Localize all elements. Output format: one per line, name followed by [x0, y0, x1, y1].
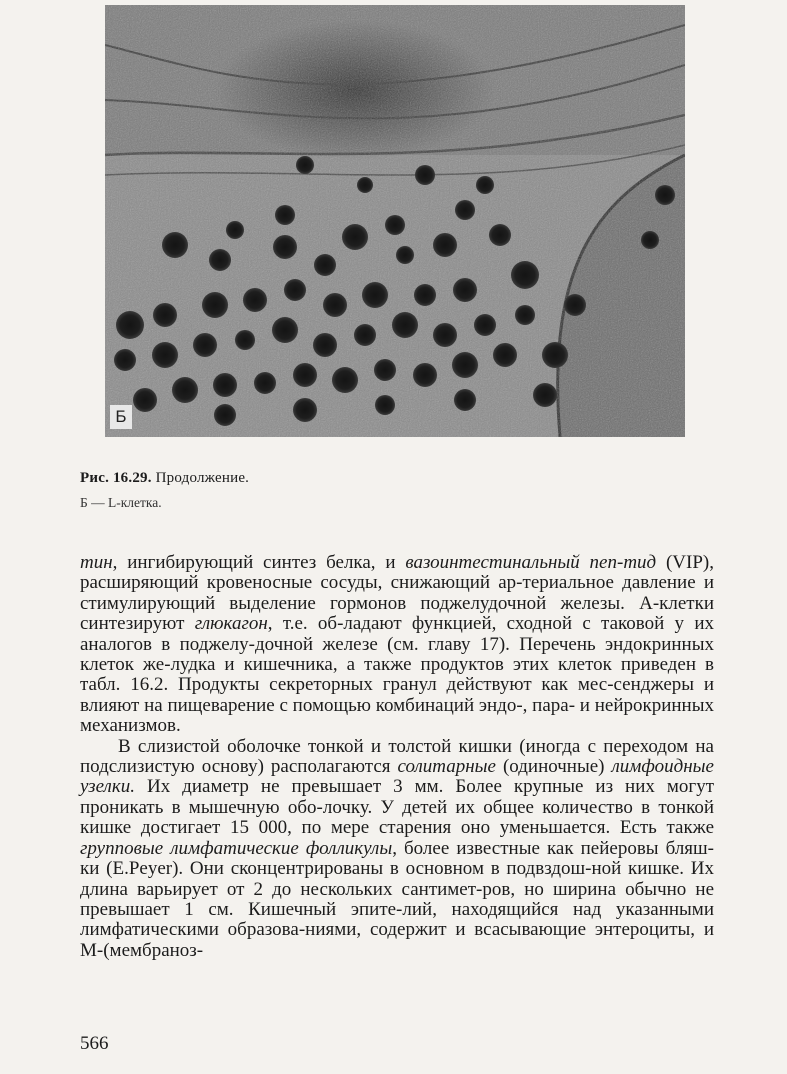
page-number: 566 — [80, 1033, 109, 1054]
text-run: , более известные как пейеровы бляш-ки (E.Peyer). Они сконцентрированы в основном в подвздош-ной кишке. Их длина варьирует от 2 до нескольких сантимет-ров, но ширина обычно не превышает 1 см. Кишечный эпите-лий, находящийся над указанными лимфатическими образова-ниями, содержит и всасывающие энтероциты, и М-(мембраноз- — [80, 837, 715, 961]
granule — [235, 330, 255, 350]
granule — [293, 363, 317, 387]
granule — [243, 288, 267, 312]
granule — [374, 359, 396, 381]
granule — [354, 324, 376, 346]
granule — [254, 372, 276, 394]
figure-caption-title: Продолжение. — [155, 470, 250, 486]
granule — [152, 342, 178, 368]
granule — [172, 377, 198, 403]
granule — [332, 367, 358, 393]
granule — [533, 383, 557, 407]
granule — [293, 398, 317, 422]
text-run: , т.е. об-ладают функцией, сходной с таковой у их аналогов в поджелу-дочной железе (см. главу 17). Перечень эндокринных клеток же-лудка и кишечника, а также продуктов этих клеток приведен в табл. 16.2. Продукты секреторных гранул действуют как мес-сенджеры и влияют на пищеварение с помощью комбинаций эндо-, пара- и нейрокринных механизмов. — [80, 613, 714, 737]
granule — [342, 224, 368, 250]
granule — [323, 293, 347, 317]
granule — [284, 279, 306, 301]
granule — [275, 205, 295, 225]
granule — [452, 352, 478, 378]
granule — [542, 342, 568, 368]
granule — [272, 317, 298, 343]
italic-term: вазоинтестинальный пеп-тид — [405, 552, 657, 573]
granule — [226, 221, 244, 239]
granule — [433, 323, 457, 347]
granule — [433, 233, 457, 257]
granule — [396, 246, 414, 264]
italic-term: групповые лимфатические фолликулы — [80, 837, 393, 859]
granule — [511, 261, 539, 289]
body-text — [80, 553, 714, 961]
granule — [133, 388, 157, 412]
granule — [476, 176, 494, 194]
text-run: (одиночные) — [495, 756, 612, 778]
granule — [453, 278, 477, 302]
granule — [385, 215, 405, 235]
figure-caption-label: Рис. 16.29. — [80, 470, 152, 486]
granule — [455, 200, 475, 220]
italic-term: тин — [80, 552, 113, 573]
granule — [116, 311, 144, 339]
granule — [162, 232, 188, 258]
granule — [209, 249, 231, 271]
text-run: (VIP), расширяющий кровеносные сосуды, снижающий ар-териальное давление и стимулирующий выделение гормонов поджелудочной железы. А-клетки синтезируют — [80, 552, 714, 635]
figure-caption-sub: Б — L-клетка. — [80, 495, 162, 510]
text-run: , ингибирующий синтез белка, и — [112, 552, 406, 573]
granule — [314, 254, 336, 276]
granule — [273, 235, 297, 259]
granule — [454, 389, 476, 411]
granule — [655, 185, 675, 205]
granule — [193, 333, 217, 357]
italic-term: солитарные — [397, 756, 496, 778]
granule — [213, 373, 237, 397]
granule — [357, 177, 373, 193]
granule — [493, 343, 517, 367]
granule — [362, 282, 388, 308]
granule — [375, 395, 395, 415]
granule — [415, 165, 435, 185]
granule — [489, 224, 511, 246]
micrograph-image — [105, 5, 685, 437]
electron-micrograph — [105, 5, 685, 437]
paragraph — [80, 737, 714, 961]
granule — [474, 314, 496, 336]
italic-term: глюкагон — [194, 613, 268, 635]
granule — [313, 333, 337, 357]
text-run: Их диаметр не превышает 3 мм. Более крупные из них могут проникать в мышечную обо-лочку. У детей их общее количество в тонкой кишке достигает 15 000, по мере старения оно уменьшается. Есть также — [80, 776, 714, 839]
granule — [202, 292, 228, 318]
granule — [153, 303, 177, 327]
granule — [214, 404, 236, 426]
paragraph — [80, 553, 714, 737]
italic-term: лимфоидные узелки. — [80, 756, 714, 798]
granule — [296, 156, 314, 174]
granule — [413, 363, 437, 387]
granule — [414, 284, 436, 306]
granule — [392, 312, 418, 338]
panel-letter: Б — [110, 405, 132, 429]
figure-caption — [80, 470, 249, 487]
granule — [564, 294, 586, 316]
text-run: В слизистой оболочке тонкой и толстой кишки (иногда с переходом на подслизистую основу) располагаются — [80, 735, 714, 778]
granule — [114, 349, 136, 371]
granule — [641, 231, 659, 249]
granule — [515, 305, 535, 325]
